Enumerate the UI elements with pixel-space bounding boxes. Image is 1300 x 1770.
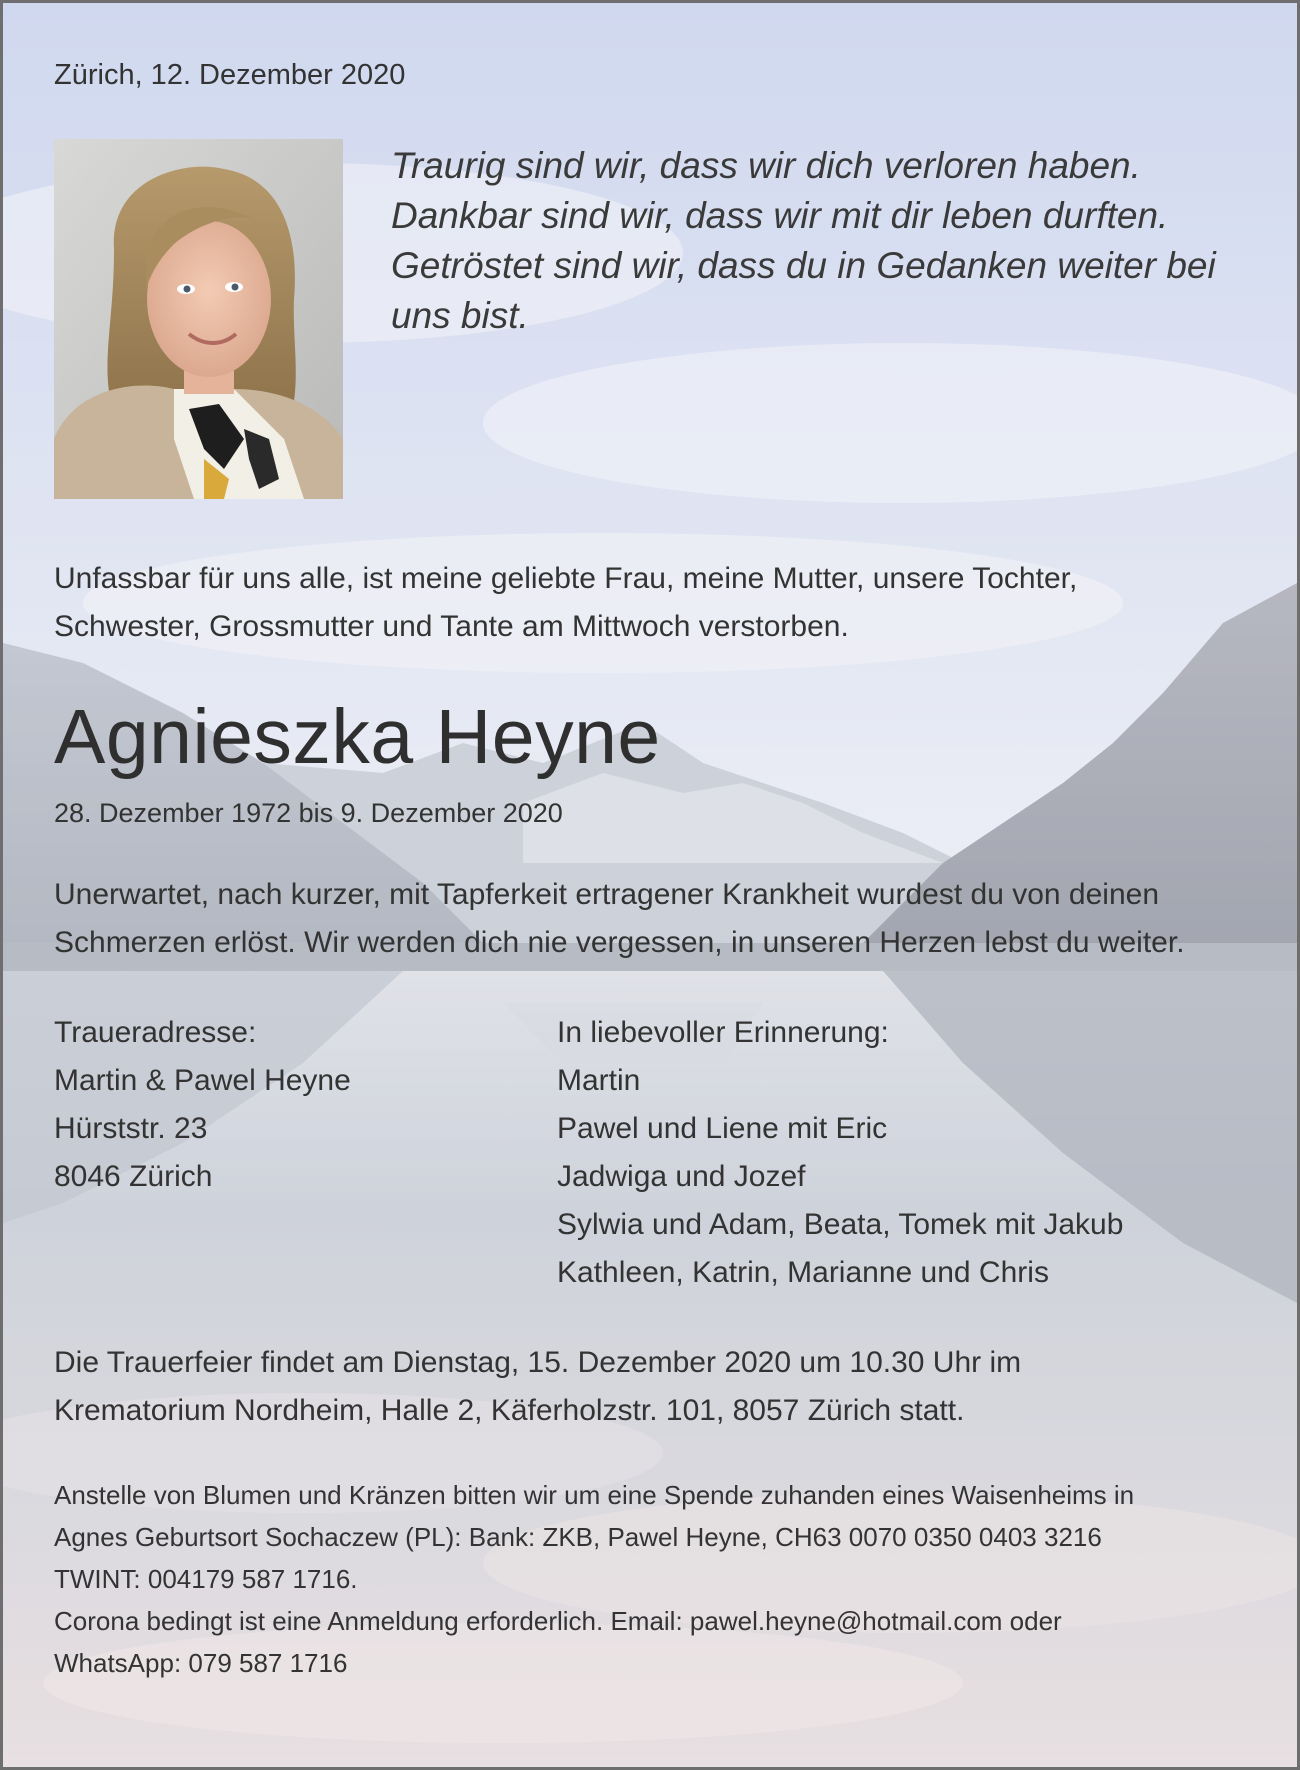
verse (391, 141, 1251, 341)
memory-name: Pawel und Liene mit Eric (557, 1112, 888, 1145)
memory-heading: In liebevoller Erinnerung: (557, 1016, 889, 1049)
intro-text (54, 555, 1254, 651)
verse-line: uns bist. (391, 295, 529, 336)
donation-info (54, 1474, 1134, 1684)
memory-name: Martin (557, 1064, 641, 1097)
message-line: Unerwartet, nach kurzer, mit Tapferkeit ertragener Krankheit wurdest du von deinen (54, 878, 1160, 911)
donation-line: TWINT: 004179 587 1716. (54, 1564, 358, 1594)
service-line: Die Trauerfeier findet am Dienstag, 15. Dezember 2020 um 10.30 Uhr im (54, 1346, 1022, 1379)
memory-name: Kathleen, Katrin, Marianne und Chris (557, 1256, 1049, 1289)
address-line: Martin & Pawel Heyne (54, 1064, 351, 1097)
donation-line: Corona bedingt ist eine Anmeldung erforderlich. Email: pawel.heyne@hotmail.com oder (54, 1606, 1062, 1636)
verse-line: Dankbar sind wir, dass wir mit dir leben durften. (391, 195, 1169, 236)
memory-name: Sylwia und Adam, Beata, Tomek mit Jakub (557, 1208, 1124, 1241)
funeral-service-info (54, 1339, 1021, 1435)
deceased-name: Agnieszka Heyne (54, 694, 661, 780)
intro-line: Schwester, Grossmutter und Tante am Mittwoch verstorben. (54, 610, 849, 643)
donation-line: Agnes Geburtsort Sochaczew (PL): Bank: ZKB, Pawel Heyne, CH63 0070 0350 0403 3216 (54, 1522, 1102, 1552)
portrait-photo (54, 139, 343, 499)
message-line: Schmerzen erlöst. Wir werden dich nie vergessen, in unseren Herzen lebst du weiter. (54, 926, 1185, 959)
lifespan: 28. Dezember 1972 bis 9. Dezember 2020 (54, 798, 563, 828)
memory-name: Jadwiga und Jozef (557, 1160, 806, 1193)
verse-line: Traurig sind wir, dass wir dich verloren haben. (391, 145, 1141, 186)
donation-line: WhatsApp: 079 587 1716 (54, 1648, 348, 1678)
address-heading: Traueradresse: (54, 1016, 257, 1049)
service-line: Krematorium Nordheim, Halle 2, Käferholzstr. 101, 8057 Zürich statt. (54, 1394, 965, 1427)
verse-line: Getröstet sind wir, dass du in Gedanken weiter bei (391, 245, 1216, 286)
mourning-address (54, 1009, 351, 1201)
place-date: Zürich, 12. Dezember 2020 (54, 59, 406, 91)
intro-line: Unfassbar für uns alle, ist meine geliebte Frau, meine Mutter, unsere Tochter, (54, 562, 1078, 595)
donation-line: Anstelle von Blumen und Kränzen bitten wir um eine Spende zuhanden eines Waisenheims in (54, 1480, 1135, 1510)
address-line: 8046 Zürich (54, 1160, 213, 1193)
address-line: Hürststr. 23 (54, 1112, 208, 1145)
message-text (54, 871, 1284, 967)
in-memory-list (557, 1009, 1123, 1297)
